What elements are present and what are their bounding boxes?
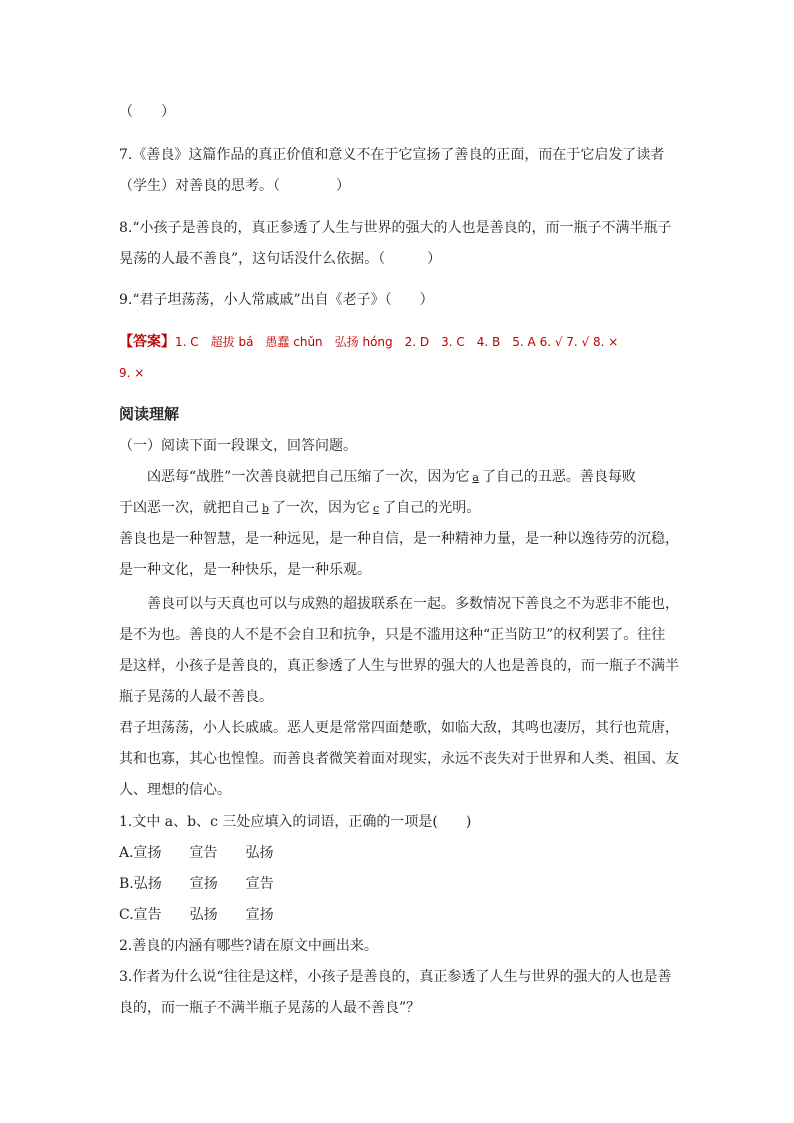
answer-line-2: [119, 363, 144, 383]
option-c: C.宣告 弘扬 宣扬: [119, 907, 274, 923]
option-a: A.宣扬 宣告 弘扬: [119, 845, 274, 861]
option-b: B.弘扬 宣扬 宣告: [119, 876, 274, 892]
reading-question-1: 1.文中 a、b、c 三处应填入的词语，正确的一项是( ): [119, 814, 472, 830]
paragraph-4-line-2: 其和也寡，其心也惶惶。而善良者微笑着面对现实，永远不丧失对于世界和人类、祖国、友: [119, 751, 679, 767]
blank-b: b: [262, 502, 270, 515]
reading-question-3-line-2: 良的，而一瓶子不满半瓶子晃荡的人最不善良”？: [119, 1000, 421, 1016]
paragraph-1-text-e: 了自己的光明。: [382, 500, 481, 516]
paragraph-3-line-4: 瓶子晃荡的人最不善良。: [119, 689, 273, 705]
question-6-bracket: （ ）: [119, 104, 175, 120]
question-9: 9.“君子坦荡荡，小人常戚戚”出自《老子》（ ）: [119, 292, 434, 308]
section-title: 阅读理解: [119, 405, 180, 423]
blank-c: c: [373, 502, 380, 515]
paragraph-2-line-1: 善良也是一种智慧，是一种远见，是一种自信，是一种精神力量，是一种以逸待劳的沉稳，: [119, 531, 679, 547]
paragraph-4-line-1: 君子坦荡荡，小人长戚戚。恶人更是常常四面楚歌，如临大敌，其鸣也凄厉，其行也荒唐，: [119, 720, 679, 736]
paragraph-3-line-2: 是不为也。善良的人不是不会自卫和抗争，只是不滥用这种“正当防卫”的权利罢了。往往: [119, 627, 666, 643]
paragraph-1-line-2: [119, 498, 480, 519]
reading-intro: （一）阅读下面一段课文，回答问题。: [119, 438, 357, 454]
paragraph-3-line-3: 是这样，小孩子是善良的，真正参透了人生与世界的强大的人也是善良的，而一瓶子不满半: [119, 658, 679, 674]
question-7-line-1: 7.《善良》这篇作品的真正价值和意义不在于它宣扬了善良的正面，而在于它启发了读者: [119, 147, 665, 163]
blank-a: a: [472, 471, 479, 484]
reading-question-2: 2.善良的内涵有哪些?请在原文中画出来。: [119, 938, 378, 954]
question-8-line-2: 晃荡的人最不善良”，这句话没什么依据。（ ）: [119, 251, 442, 267]
answer-label: 【答案】: [119, 334, 175, 350]
answer-values: 1. C 超拔 bá 愚蠢 chǔn 弘扬 hóng 2. D 3. C 4. B 5. A 6. √ 7. √ 8. ×: [175, 335, 619, 349]
paragraph-4-line-3: 人、理想的信心。: [119, 782, 231, 798]
question-8-line-1: 8.“小孩子是善良的，真正参透了人生与世界的强大的人也是善良的，而一瓶子不满半瓶子: [119, 220, 672, 236]
paragraph-2-line-2: 是一种文化，是一种快乐，是一种乐观。: [119, 562, 371, 578]
paragraph-1-text-c: 于凶恶一次，就把自己: [119, 500, 259, 516]
paragraph-1-text-d: 了一次，因为它: [272, 500, 371, 516]
reading-question-3-line-1: 3.作者为什么说“往往是这样，小孩子是善良的，真正参透了人生与世界的强大的人也是善: [119, 969, 672, 985]
paragraph-1-line-1: [147, 467, 636, 488]
paragraph-1-text-a: 凶恶每“战胜”一次善良就把自己压缩了一次，因为它: [147, 469, 470, 485]
paragraph-3-line-1: 善良可以与天真也可以与成熟的超拔联系在一起。多数情况下善良之不为恶非不能也，: [147, 596, 679, 612]
paragraph-1-text-b: 了自己的丑恶。善良每败: [481, 469, 636, 485]
answer-values-continued: 9. ×: [119, 366, 145, 380]
answer-line-1: [119, 332, 618, 352]
question-7-line-2: （学生）对善良的思考。（ ）: [119, 178, 350, 194]
